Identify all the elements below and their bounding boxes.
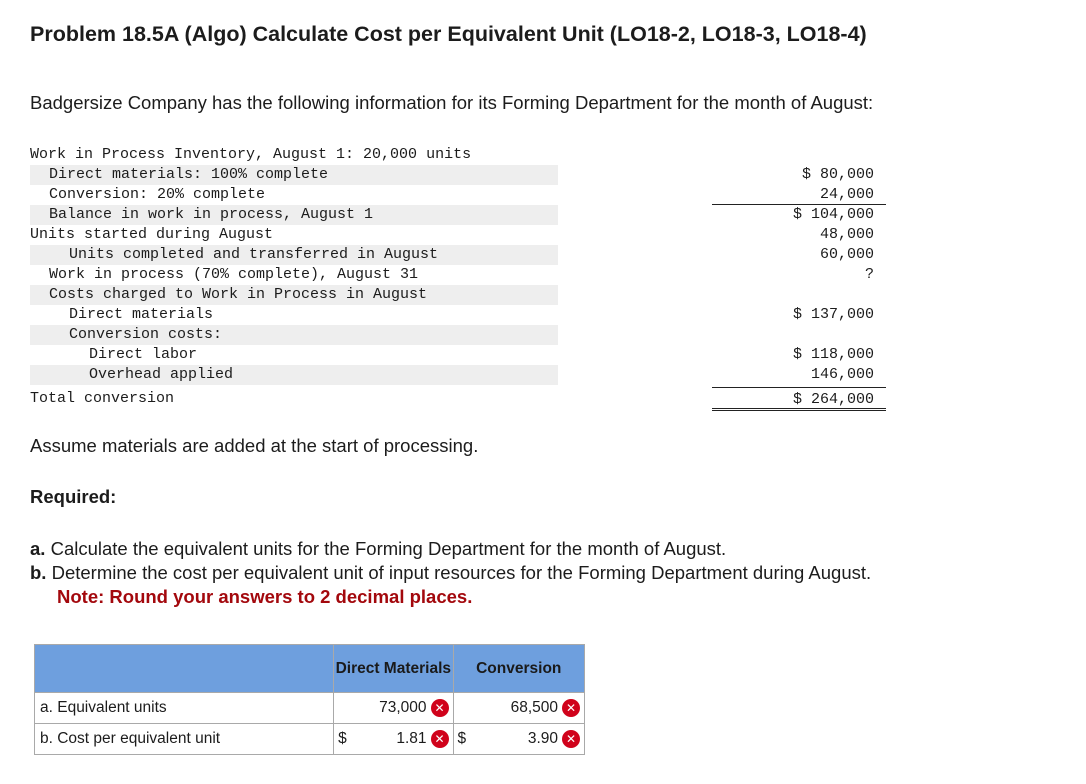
fin-row-conversion-costs bbox=[30, 325, 888, 345]
currency-prefix: $ bbox=[457, 730, 467, 747]
fin-amount: $ 118,000 bbox=[792, 346, 874, 363]
fin-label: Overhead applied bbox=[30, 365, 558, 385]
fin-label: Direct materials bbox=[69, 306, 214, 323]
answer-row-equivalent-units bbox=[35, 693, 585, 724]
fin-row-units-started bbox=[30, 225, 888, 245]
fin-amount bbox=[712, 285, 886, 305]
incorrect-icon: ✕ bbox=[562, 730, 580, 748]
fin-row-balance-begin bbox=[30, 205, 888, 225]
fin-amount: 60,000 bbox=[819, 246, 874, 263]
fin-label: Work in Process Inventory, August 1: 20,000 units bbox=[30, 146, 472, 163]
requirement-letter: a. bbox=[30, 538, 46, 559]
header-blank bbox=[35, 645, 334, 693]
intro-text: Badgersize Company has the following information for its Forming Department for the month of August: bbox=[30, 92, 874, 113]
header-conversion: Conversion bbox=[453, 645, 585, 693]
fin-row-direct-materials-begin bbox=[30, 165, 888, 185]
rounding-note: Note: Round your answers to 2 decimal places. bbox=[57, 586, 473, 607]
fin-amount: $ 104,000 bbox=[792, 206, 874, 223]
dm-equivalent-units-input[interactable]: 73,000 bbox=[379, 699, 427, 716]
fin-row-wip-header bbox=[30, 145, 888, 165]
assumption-text: Assume materials are added at the start of processing. bbox=[30, 435, 479, 456]
requirement-b bbox=[30, 561, 871, 585]
fin-label: Total conversion bbox=[30, 390, 175, 407]
fin-amount: $ 264,000 bbox=[712, 387, 886, 411]
fin-amount: $ 80,000 bbox=[801, 166, 874, 183]
fin-amount: $ 137,000 bbox=[792, 306, 874, 323]
financial-data-table bbox=[30, 145, 888, 411]
fin-row-wip-end bbox=[30, 265, 888, 285]
fin-label: Balance in work in process, August 1 bbox=[30, 205, 558, 225]
fin-amount bbox=[712, 145, 886, 165]
conv-equivalent-units-input[interactable]: 68,500 bbox=[510, 699, 558, 716]
fin-label: Conversion: 20% complete bbox=[49, 186, 266, 203]
conv-cost-per-unit-cell[interactable] bbox=[453, 724, 585, 755]
incorrect-icon: ✕ bbox=[431, 730, 449, 748]
answer-table bbox=[34, 644, 585, 755]
fin-amount bbox=[712, 325, 886, 345]
requirement-text: Calculate the equivalent units for the Forming Department for the month of August. bbox=[45, 538, 727, 559]
currency-prefix: $ bbox=[338, 730, 347, 747]
fin-label: Direct labor bbox=[89, 346, 198, 363]
requirements-list bbox=[30, 537, 871, 609]
dm-cost-per-unit-cell[interactable] bbox=[334, 724, 453, 755]
requirement-letter: b. bbox=[30, 562, 47, 583]
fin-label: Work in process (70% complete), August 31 bbox=[49, 266, 419, 283]
fin-row-direct-materials-charged bbox=[30, 305, 888, 325]
fin-row-overhead-applied bbox=[30, 365, 888, 385]
fin-row-costs-charged bbox=[30, 285, 888, 305]
fin-amount: 146,000 bbox=[810, 366, 874, 383]
incorrect-icon: ✕ bbox=[431, 699, 449, 717]
dm-equivalent-units-cell[interactable] bbox=[334, 693, 453, 724]
incorrect-icon: ✕ bbox=[562, 699, 580, 717]
dm-cost-per-unit-input[interactable]: 1.81 bbox=[396, 730, 427, 747]
header-direct-materials: Direct Materials bbox=[334, 645, 453, 693]
required-heading: Required: bbox=[30, 486, 117, 507]
requirement-text: Determine the cost per equivalent unit of input resources for the Forming Department during August. bbox=[46, 562, 872, 583]
answer-row-cost-per-unit bbox=[35, 724, 585, 755]
fin-label: Units started during August bbox=[30, 226, 274, 243]
fin-label: Costs charged to Work in Process in August bbox=[30, 285, 558, 305]
requirement-a bbox=[30, 537, 871, 561]
conv-equivalent-units-cell[interactable] bbox=[453, 693, 585, 724]
answer-header-row bbox=[35, 645, 585, 693]
conv-cost-per-unit-input[interactable]: 3.90 bbox=[527, 730, 558, 747]
row-label: b. Cost per equivalent unit bbox=[35, 724, 334, 755]
fin-amount: 24,000 bbox=[712, 185, 886, 205]
problem-title: Problem 18.5A (Algo) Calculate Cost per Equivalent Unit (LO18-2, LO18-3, LO18-4) bbox=[30, 22, 867, 46]
fin-row-units-completed bbox=[30, 245, 888, 265]
fin-label: Units completed and transferred in August bbox=[30, 245, 558, 265]
fin-amount: 48,000 bbox=[819, 226, 874, 243]
fin-row-direct-labor bbox=[30, 345, 888, 365]
fin-row-conversion-begin bbox=[30, 185, 888, 205]
fin-amount: ? bbox=[864, 266, 874, 283]
fin-label: Conversion costs: bbox=[30, 325, 558, 345]
fin-label: Direct materials: 100% complete bbox=[30, 165, 558, 185]
fin-row-total-conversion bbox=[30, 387, 888, 411]
row-label: a. Equivalent units bbox=[35, 693, 334, 724]
